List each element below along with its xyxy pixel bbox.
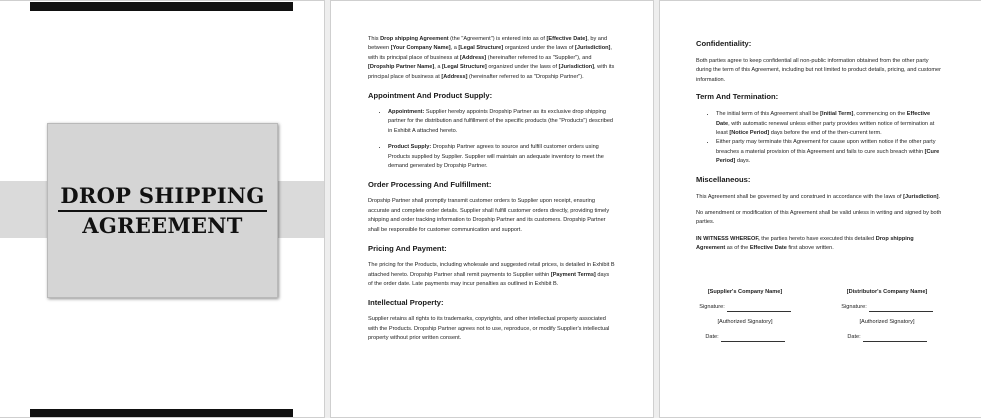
list-item: • The initial term of this Agreement shall be [Initial Term], commencing on the Effective Date, with automatic renewal unless either party provides written notice of termination at least [Notice Period] days before the end of the then-current term. bbox=[716, 110, 944, 138]
ip-paragraph: Supplier retains all rights to its trademarks, copyrights, and other intellectual property associated with the Products. Dropship Partner agrees not to use, reproduce, or modify Supplier's intellectual property without prior written consent. bbox=[368, 316, 610, 342]
date-label: Date: bbox=[847, 334, 861, 340]
order-paragraph: Dropship Partner shall promptly transmit customer orders to Supplier upon receipt, ensuring accurate and complete order details. Supplier shall fulfill customer orders directly, providing timely shipping and order tracking information to Dropship Partner and its customers. Dropship Partner shall be responsible for customer communication and support. bbox=[368, 198, 610, 233]
witness-paragraph: IN WITNESS WHEREOF, the parties hereto have executed this detailed Drop shipping Agreement as of the Effective Date first above written. bbox=[696, 235, 914, 252]
cover-top-bar bbox=[30, 2, 293, 11]
bold-text: [Initial Term] bbox=[820, 111, 854, 118]
signature-blank[interactable] bbox=[869, 306, 933, 312]
heading-term: Term And Termination: bbox=[696, 92, 779, 102]
page-three bbox=[659, 0, 981, 418]
bold-text: Effective Date bbox=[749, 245, 787, 252]
intro-paragraph: This Drop shipping Agreement (the "Agreement") is entered into as of [Effective Date], by and between [Your Company Name], a [Legal Structure] organized under the laws of [Jurisdiction], with its principal place of business at [Address] (hereinafter referred to as "Supplier"), and [Dropship Partner Name], a [Legal Structure] organized under the laws of [Jurisdiction], with its principal place of business at [Address] (hereinafter referred to as "Dropship Partner"). bbox=[368, 36, 615, 80]
bold-text: Drop shipping Agreement bbox=[380, 36, 449, 42]
date-label: Date: bbox=[705, 334, 719, 340]
signature-block-supplier bbox=[685, 288, 805, 348]
bold-text: [Jurisdiction] bbox=[574, 45, 611, 52]
heading-intellectual-property: Intellectual Property: bbox=[368, 298, 444, 308]
bold-text: [Jurisdiction] bbox=[558, 64, 595, 71]
cover-title-line1: DROP SHIPPING bbox=[58, 183, 266, 212]
distributor-company-name: [Distributor's Company Name] bbox=[846, 289, 928, 295]
bold-text: [Jurisdiction] bbox=[903, 193, 939, 200]
heading-appointment: Appointment And Product Supply: bbox=[368, 91, 493, 101]
bold-text: Drop shipping Agreement bbox=[696, 235, 914, 252]
list-item: • Either party may terminate this Agreement for cause upon written notice if the other party breaches a material provision of this Agreement and fails to cure such breach within [Cure Period] days. bbox=[716, 138, 944, 166]
list-item: • Product Supply: Dropship Partner agrees to source and fulfill customer orders using Products supplied by Supplier. Supplier will maintain an adequate inventory to meet the demand generated by Dropship Partner. bbox=[388, 143, 615, 171]
cover-bottom-bar bbox=[30, 409, 293, 418]
date-blank[interactable] bbox=[863, 336, 927, 342]
bold-text: [Payment Terms] bbox=[550, 271, 596, 278]
bold-text: [Dropship Partner Name] bbox=[368, 64, 435, 71]
signature-label: Signature: bbox=[841, 304, 867, 310]
term-list bbox=[696, 110, 944, 166]
supplier-date-line[interactable] bbox=[685, 333, 805, 342]
distributor-signatory: [Authorized Signatory] bbox=[859, 319, 915, 325]
confidentiality-paragraph: Both parties agree to keep confidential all non-public information obtained from the other party during the term of this Agreement, including but not limited to product details, pricing, and customer information. bbox=[696, 58, 942, 83]
distributor-date-line[interactable] bbox=[827, 333, 947, 342]
heading-order-processing: Order Processing And Fulfillment: bbox=[368, 180, 492, 190]
cover-title bbox=[48, 183, 277, 239]
bold-text: Effective Date bbox=[716, 111, 931, 127]
bold-text: IN WITNESS WHEREOF, bbox=[696, 235, 760, 242]
bold-text: [Effective Date] bbox=[546, 36, 588, 42]
heading-confidentiality: Confidentiality: bbox=[696, 39, 752, 48]
bold-text: [Your Company Name] bbox=[390, 45, 451, 52]
cover-page bbox=[0, 0, 325, 418]
heading-pricing: Pricing And Payment: bbox=[368, 244, 447, 254]
heading-miscellaneous: Miscellaneous: bbox=[696, 174, 751, 184]
bold-text: Appointment: bbox=[388, 109, 425, 116]
distributor-signature-line[interactable] bbox=[827, 303, 947, 312]
page-two bbox=[330, 0, 654, 418]
bold-text: [Address] bbox=[441, 73, 468, 80]
supplier-company-name: [Supplier's Company Name] bbox=[707, 289, 783, 295]
bold-text: [Legal Structure] bbox=[442, 64, 487, 71]
date-blank[interactable] bbox=[721, 336, 785, 342]
signature-block-distributor bbox=[827, 288, 947, 348]
page-three-content bbox=[696, 39, 944, 261]
bold-text: Product Supply: bbox=[388, 144, 432, 151]
bold-text: [Legal Structure] bbox=[458, 45, 504, 52]
bold-text: [Notice Period] bbox=[729, 130, 770, 137]
appointment-list bbox=[368, 108, 615, 171]
signature-label: Signature: bbox=[699, 304, 725, 310]
amendment-paragraph: No amendment or modification of this Agreement shall be valid unless in writing and signed by both parties. bbox=[696, 210, 942, 226]
cover-title-box bbox=[47, 123, 278, 298]
bold-text: [Address] bbox=[460, 54, 487, 61]
list-item: • Appointment: Supplier hereby appoints Dropship Partner as its exclusive drop shipping partner for the distribution and fulfillment of the specific products (the "Products") described in Exhibit A attached hereto. bbox=[388, 108, 615, 136]
governing-law-paragraph: This Agreement shall be governed by and construed in accordance with the laws of [Jurisdiction]. bbox=[696, 193, 941, 200]
page-two-content bbox=[368, 35, 615, 351]
supplier-signatory: [Authorized Signatory] bbox=[717, 319, 773, 325]
supplier-signature-line[interactable] bbox=[685, 303, 805, 312]
bold-text: [Cure Period] bbox=[716, 148, 940, 165]
signature-blank[interactable] bbox=[727, 306, 791, 312]
pricing-paragraph: The pricing for the Products, including wholesale and suggested retail prices, is detailed in Exhibit B attached hereto. Dropship Partner shall remit payments to Supplier within [Payment Terms] days of the order date. Late payments may incur penalties as outlined in Exhibit B. bbox=[368, 262, 615, 287]
cover-title-line2: AGREEMENT bbox=[82, 213, 243, 238]
